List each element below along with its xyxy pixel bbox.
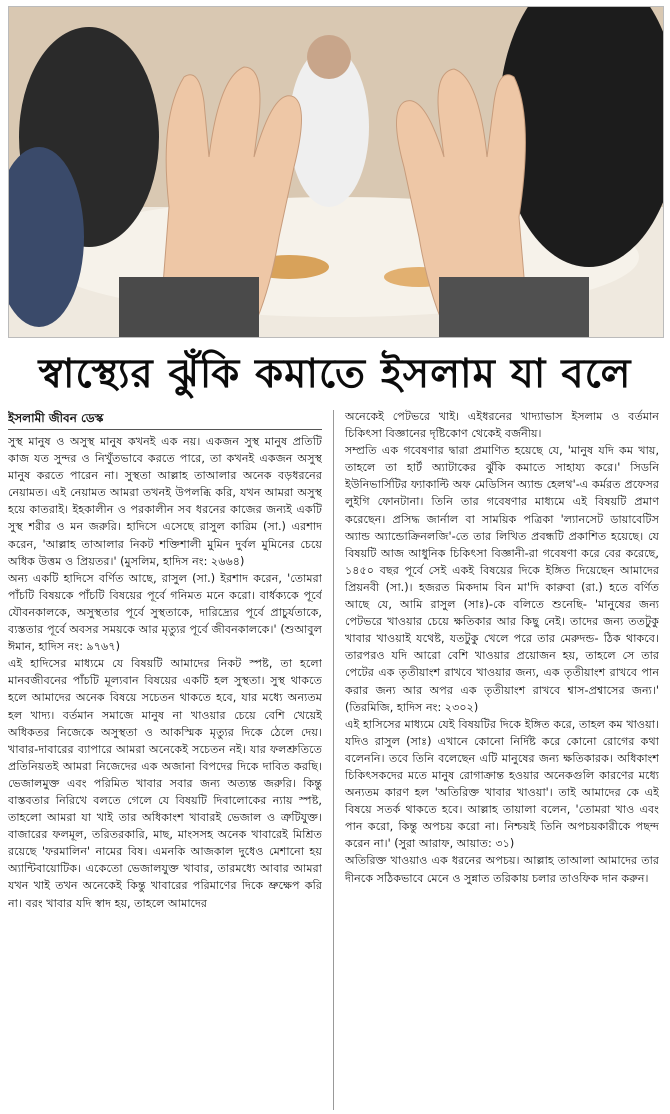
column-divider <box>333 410 334 1110</box>
byline: ইসলামী জীবন ডেস্ক <box>8 411 104 425</box>
byline-divider <box>8 429 322 430</box>
paragraph: এই হাদিসের মাধ্যমে যে বিষয়টি আমাদের নিকট স্পষ্ট, তা হলো মানবজীবনের পাঁচটি মূল্যবান বিষয়ের একটি হল সুস্থতা। সুস্থ থাকতে হলে আমাদের অনেক বিষয়ে সচেতন থাকতে হবে, যার মধ্যে অন্যতম হল খাদ্য। বর্তমান সমাজে মানুষ না খাওয়ার চেয়ে বেশি খেয়েই অধিকতর নিজেকে অসুস্থতা ও আকস্মিক মৃত্যুর দিকে ঠেলে দেয়। খাবার-দাবারের ব্যাপারে আমরা অনেকেই সচেতন নই। যার ফলশ্রুতিতে প্রতিনিয়তই আমরা নিজেদের এক অজানা বিপদের দিকে দাবিত করছি। ভেজালমুক্ত এবং পরিমিত খাবার সবার জন্য অত্যন্ত জরুরি। কিন্তু বাস্তবতার নিরিখে বলতে গেলে যে বিষয়টি দিবালোকের ন্যায় স্পষ্ট, তাহলো আমরা যা খাই তার অধিকাংশ খাবারই ভেজাল ও ত্রুটিযুক্ত। বাজারের ফলমূল, তরিতরকারি, মাছ, মাংসসহ অনেক খাবারেই মিশ্রিত রয়েছে 'ফরমালিন' নামের বিষ। এমনকি আজকাল দুধেও মেশানো হয় অ্যান্টিবায়োটিক। একেতো ভেজালযুক্ত খাবার, তারমধ্যে আবার আমরা যখন খাই তখন অনেকেই কিন্তু খাবারের পরিমাণের দিকে ভ্রুক্ষেপ করি না। বরং খাবার যদি স্বাদ হয়, তাহলে আমাদের <box>8 657 322 910</box>
paragraph: অন্য একটি হাদিসে বর্ণিত আছে, রাসুল (সা.) ইরশাদ করেন, 'তোমরা পাঁচটি বিষয়কে পাঁচটি বিষয়ের পূর্বে গনিমত মনে করো। বার্ধক্যকে পূর্বে যৌবনকালকে, অসুস্থতার পূর্বে সুস্থতাকে, দারিদ্র্যের পূর্বে প্রাচুর্যতাকে, ব্যস্ততার পূর্বে অবসর সময়কে আর মৃত্যুর পূর্বে জীবনকালকে।' (শুআবুল ঈমান, হাদিস নং: ৯৭৬৭) <box>8 571 322 654</box>
paragraph: সম্প্রতি এক গবেষণার দ্বারা প্রমাণিত হয়েছে যে, 'মানুষ যদি কম খায়, তাহলে তা হার্ট অ্যাটাকের ঝুঁকি কমাতে সাহায্য করে।' সিডনি ইউনিভার্সিটির ফ্যাকাল্টি অফ মেডিসিন অ্যান্ড হেলথ'-এ কর্মরত প্রফেসর লুইগি ফোনটানা। তিনি তার গবেষণার মাধ্যমে এই বিষয়টি প্রমাণ করেছেন। প্রসিদ্ধ জার্নাল বা সাময়িক পত্রিকা 'ল্যানসেট ডায়াবেটিস অ্যান্ড অ্যান্ডোক্রিনলজি'-তে তার লিখিত প্রবন্ধটি প্রকাশিত হয়েছে। যে বিষয়টি আজ আধুনিক চিকিৎসা বিজ্ঞানী-রা গবেষণা করে বের করেছে, ১৪৫০ বছর পূর্বে সেই একই বিষয়ের দিকে ইঙ্গিত দিয়েছেন আমাদের প্রিয়নবী (সা.)। হজরত মিকদাম বিন মা'দি কারুবা (রা.) হতে বর্ণিত আছে যে, আমি রাসুল (সাঃ)-কে বলিতে শুনেছি- 'মানুষের জন্য পেটভরে খাওয়ার চেয়ে ক্ষতিকার আর কিছু নেই। তাদের জন্য ততটুকু খাবার খাওয়াই যথেষ্ট, যতটুকু খেলে পরে তার মেরুদন্ড- ঠিক থাকবে। তারপরও যদি আরো বেশি খাওয়ার প্রয়োজন হয়, তাহলে সে তার পেটের এক তৃতীয়াংশ রাখবে খাওয়ার জন্য, এক তৃতীয়াংশ রাখবে পান করার জন্য আর অপর এক তৃতীয়াংশ রাখবে শ্বাস-প্রশ্বাসের জন্য।' (তিরমিজি, হাদিস নং: ২৩০২) <box>345 444 659 714</box>
article-column-left <box>8 410 322 1110</box>
paragraph: অনেকেই পেটভরে খাই। এইধরনের খাদ্যাভাস ইসলাম ও বর্তমান চিকিৎসা বিজ্ঞানের দৃষ্টিকোণ থেকেই বর্জনীয়। <box>345 410 659 441</box>
praying-hands-illustration <box>9 7 663 337</box>
article-column-right <box>345 408 659 1108</box>
paragraph: সুস্থ মানুষ ও অসুস্থ মানুষ কখনই এক নয়। একজন সুস্থ মানুষ প্রতিটি কাজ যত সুন্দর ও নিখুঁতভাবে করতে পারে, তা কখনই একজন অসুস্থ মানুষ করতে পারেন না। সুস্থতা আল্লাহ তাআলার অনেক বড়ধরনের নেয়ামত। এই নেয়ামত আমরা তখনই উপলব্ধি করি, যখন আমরা অসুস্থ হয়ে কাতরাই। ইহকালীন ও পরকালীন সব ধরনের কাজের জন্যই একটি সুস্থ শরীর ও মন জরুরি। হাদিসে এসেছে রাসুল কারিম (সা.) এরশাদ করেন, 'আল্লাহ তাআলার নিকট শক্তিশালী মুমিন দুর্বল মুমিনের চেয়ে অধিক উত্তম ও প্রিয়তর।' (মুসলিম, হাদিস নং: ২৬৬৪) <box>8 435 322 568</box>
headline: স্বাস্থ্যের ঝুঁকি কমাতে ইসলাম যা বলে <box>38 350 632 397</box>
article-photo-praying-hands <box>8 6 664 338</box>
paragraph: অতিরিক্ত খাওয়াও এক ধরনের অপচয়। আল্লাহ তাআলা আমাদের তার দীনকে সঠিকভাবে মেনে ও সুন্নাত তরিকায় চলার তাওফিক দান করুন। <box>345 854 659 885</box>
paragraph: এই হাসিসের মাধ্যমে যেই বিষয়টির দিকে ইঙ্গিত করে, তাহল কম খাওয়া। যদিও রাসুল (সাঃ) এখানে কোনো নির্দিষ্ট করে কোনো রোগের কথা বলেননি। তবে তিনি বলেছেন এটি মানুষের জন্য ক্ষতিকারক। অধিকাংশ চিকিৎসকদের মতে মানুষ রোগাক্রান্ত হওয়ার অনেকগুলি কারণের মধ্যে অন্যতম কারণ হল 'অতিরিক্ত খাবার খাওয়া'। তাই আমাদের কে এই বিষয়ে সতর্ক থাকতে হবে। আল্লাহ তায়ালা বলেন, 'তোমরা খাও এবং পান করো, কিন্তু অপচয় করো না। নিশ্চয়ই তিনি অপচয়কারীকে পছন্দ করেন না।' (সুরা আরাফ, আয়াত: ৩১) <box>345 717 659 851</box>
